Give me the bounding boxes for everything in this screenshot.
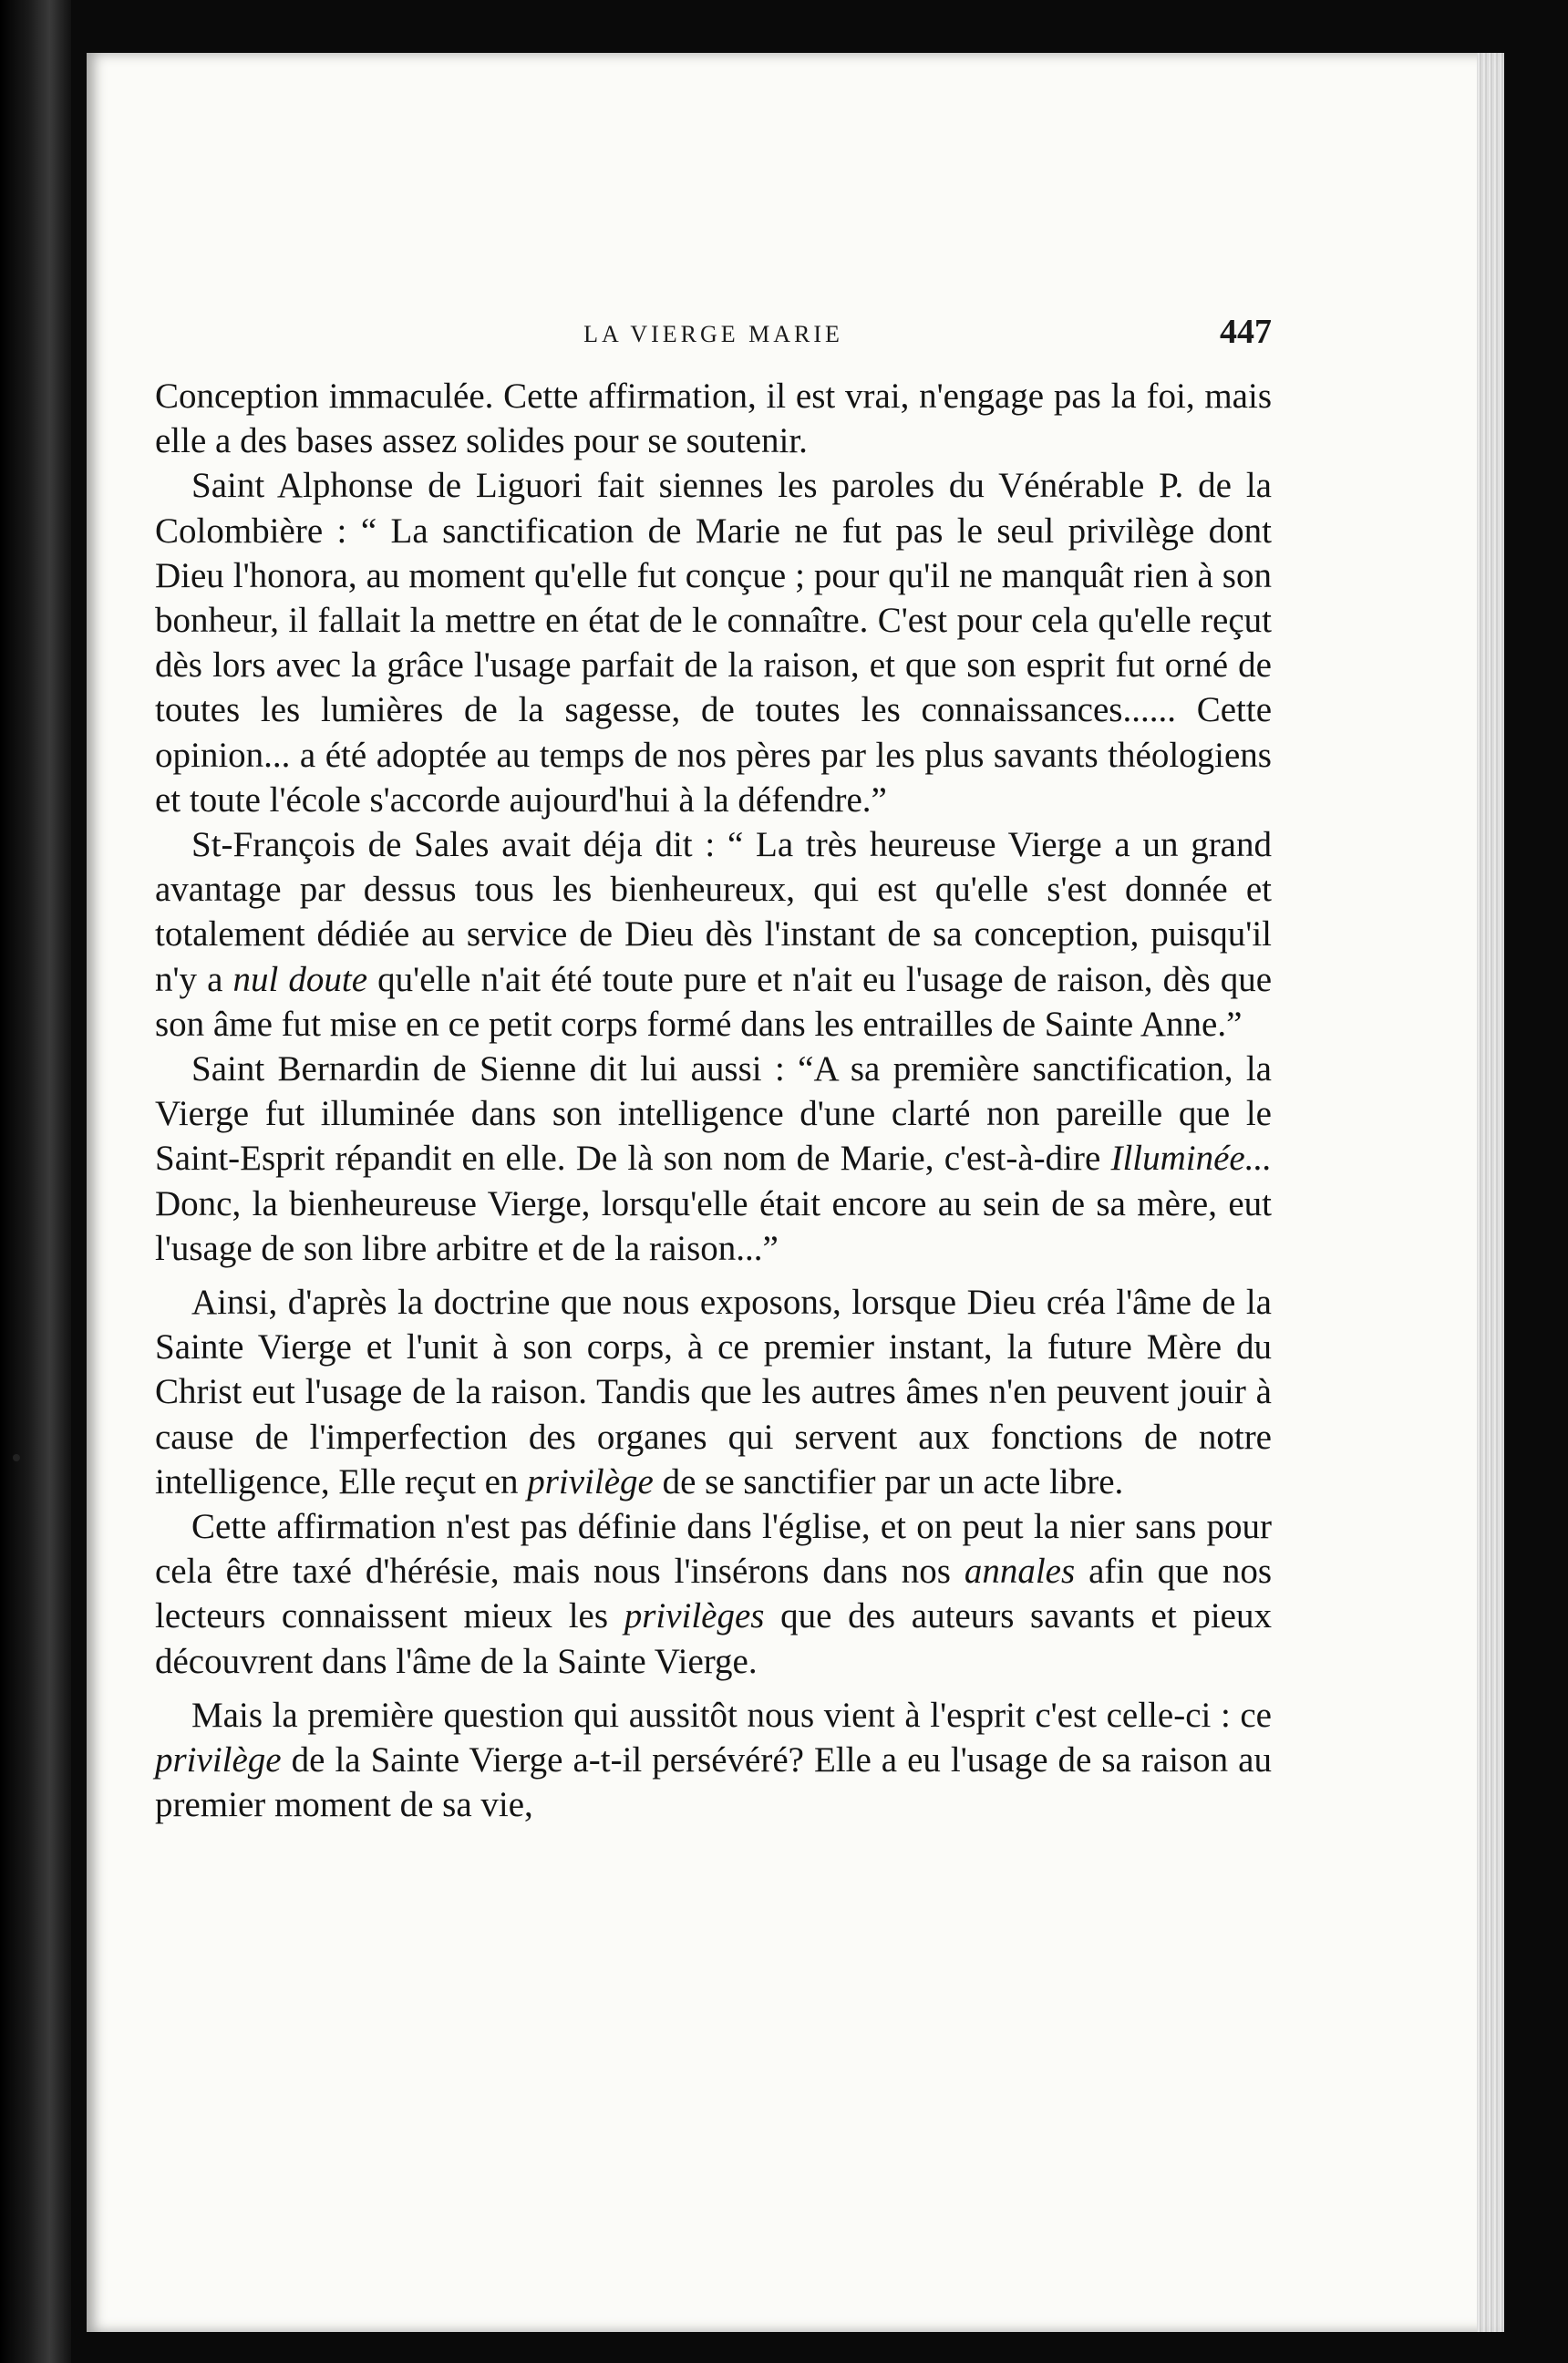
paragraph xyxy=(155,1693,1272,1828)
paragraph xyxy=(155,822,1272,1047)
text-run: de la Sainte Vierge a-t-il persévéré? Elle a eu l'usage de sa raison au premier moment de sa vie, xyxy=(155,1740,1272,1825)
page-number: 447 xyxy=(1220,313,1272,351)
text-run: Saint Alphonse de Liguori fait siennes les paroles du Vénérable P. de la Colombière : “ La sanctification de Marie ne fut pas le seul privilège dont Dieu l'honora, au moment qu'elle fut conçue ; pour qu'il ne manquât rien à son bonheur, il fallait la mettre en état de le connaître. C'est pour cela qu'elle reçut dès lors avec la grâce l'usage parfait de la raison, et que son esprit fut orné de toutes les lumières de la sagesse, de toutes les connaissances...... Cette opinion... a été adoptée au temps de nos pères par les plus savants théologiens et toute l'école s'accorde aujourd'hui à la défendre.” xyxy=(155,466,1272,820)
text-run: qu'elle n'ait été toute pure et n'ait eu l'usage de raison, dès que son âme fut mise en ce petit corps formé dans les entrailles de Sainte Anne.” xyxy=(155,959,1273,1044)
paragraph xyxy=(155,1504,1272,1684)
text-run: afin que nos lecteurs connaissent mieux les xyxy=(155,1552,1272,1636)
text-run: Saint Bernardin de Sienne dit lui aussi : “A sa première sanctification, la Vierge fut illuminée dans son intelligence d'une clarté non pareille que le Saint-Esprit répandit en elle. De là son nom de Marie, c'est-à-dire xyxy=(155,1049,1272,1179)
running-title: LA VIERGE MARIE xyxy=(583,321,843,347)
italic-text: privilège xyxy=(155,1740,282,1780)
text-run: que des auteurs savants et pieux découvrent dans l'âme de la Sainte Vierge. xyxy=(155,1596,1272,1681)
page-edge-stack xyxy=(1477,53,1504,2332)
italic-text: annales xyxy=(964,1552,1076,1592)
text-run: de se sanctifier par un acte libre. xyxy=(653,1461,1124,1501)
italic-text: Illuminée... xyxy=(1110,1139,1272,1179)
body-text xyxy=(155,374,1272,1828)
text-run: Conception immaculée. Cette affirmation, il est vrai, n'engage pas la foi, mais elle a des bases assez solides pour se soutenir. xyxy=(155,377,1272,461)
paragraph xyxy=(155,463,1272,822)
italic-text: privilèges xyxy=(624,1596,765,1636)
running-header xyxy=(155,312,1272,357)
italic-text: nul doute xyxy=(232,959,368,999)
text-run: Ainsi, d'après la doctrine que nous exposons, lorsque Dieu créa l'âme de la Sainte Vierge et l'unit à son corps, à ce premier instant, la future Mère du Christ eut l'usage de la raison. Tandis que les autres âmes n'en peuvent jouir à cause de l'imperfection des organes qui servent aux fonctions de notre intelligence, Elle reçut en xyxy=(155,1283,1272,1501)
text-run: St-François de Sales avait déja dit : “ La très heureuse Vierge a un grand avantage par dessus tous les bienheureux, qui est qu'elle s'est donnée et totalement dédiée au service de Dieu dès l'instant de sa conception, puisqu'il n'y a xyxy=(155,825,1272,999)
text-run: Mais la première question qui aussitôt nous vient à l'esprit c'est celle-ci : ce xyxy=(191,1695,1272,1735)
dust-speck xyxy=(13,1454,20,1461)
paragraph xyxy=(155,1047,1272,1271)
paragraph xyxy=(155,1280,1272,1504)
text-run: Donc, la bienheureuse Vierge, lorsqu'elle était encore au sein de sa mère, eut l'usage de son libre arbitre et de la raison...” xyxy=(155,1183,1272,1268)
paragraph xyxy=(155,374,1272,463)
binding-shadow xyxy=(0,0,71,2363)
text-run: Cette affirmation n'est pas définie dans l'église, et on peut la nier sans pour cela être taxé d'hérésie, mais nous l'insérons dans nos xyxy=(155,1507,1272,1592)
italic-text: privilège xyxy=(527,1461,654,1501)
